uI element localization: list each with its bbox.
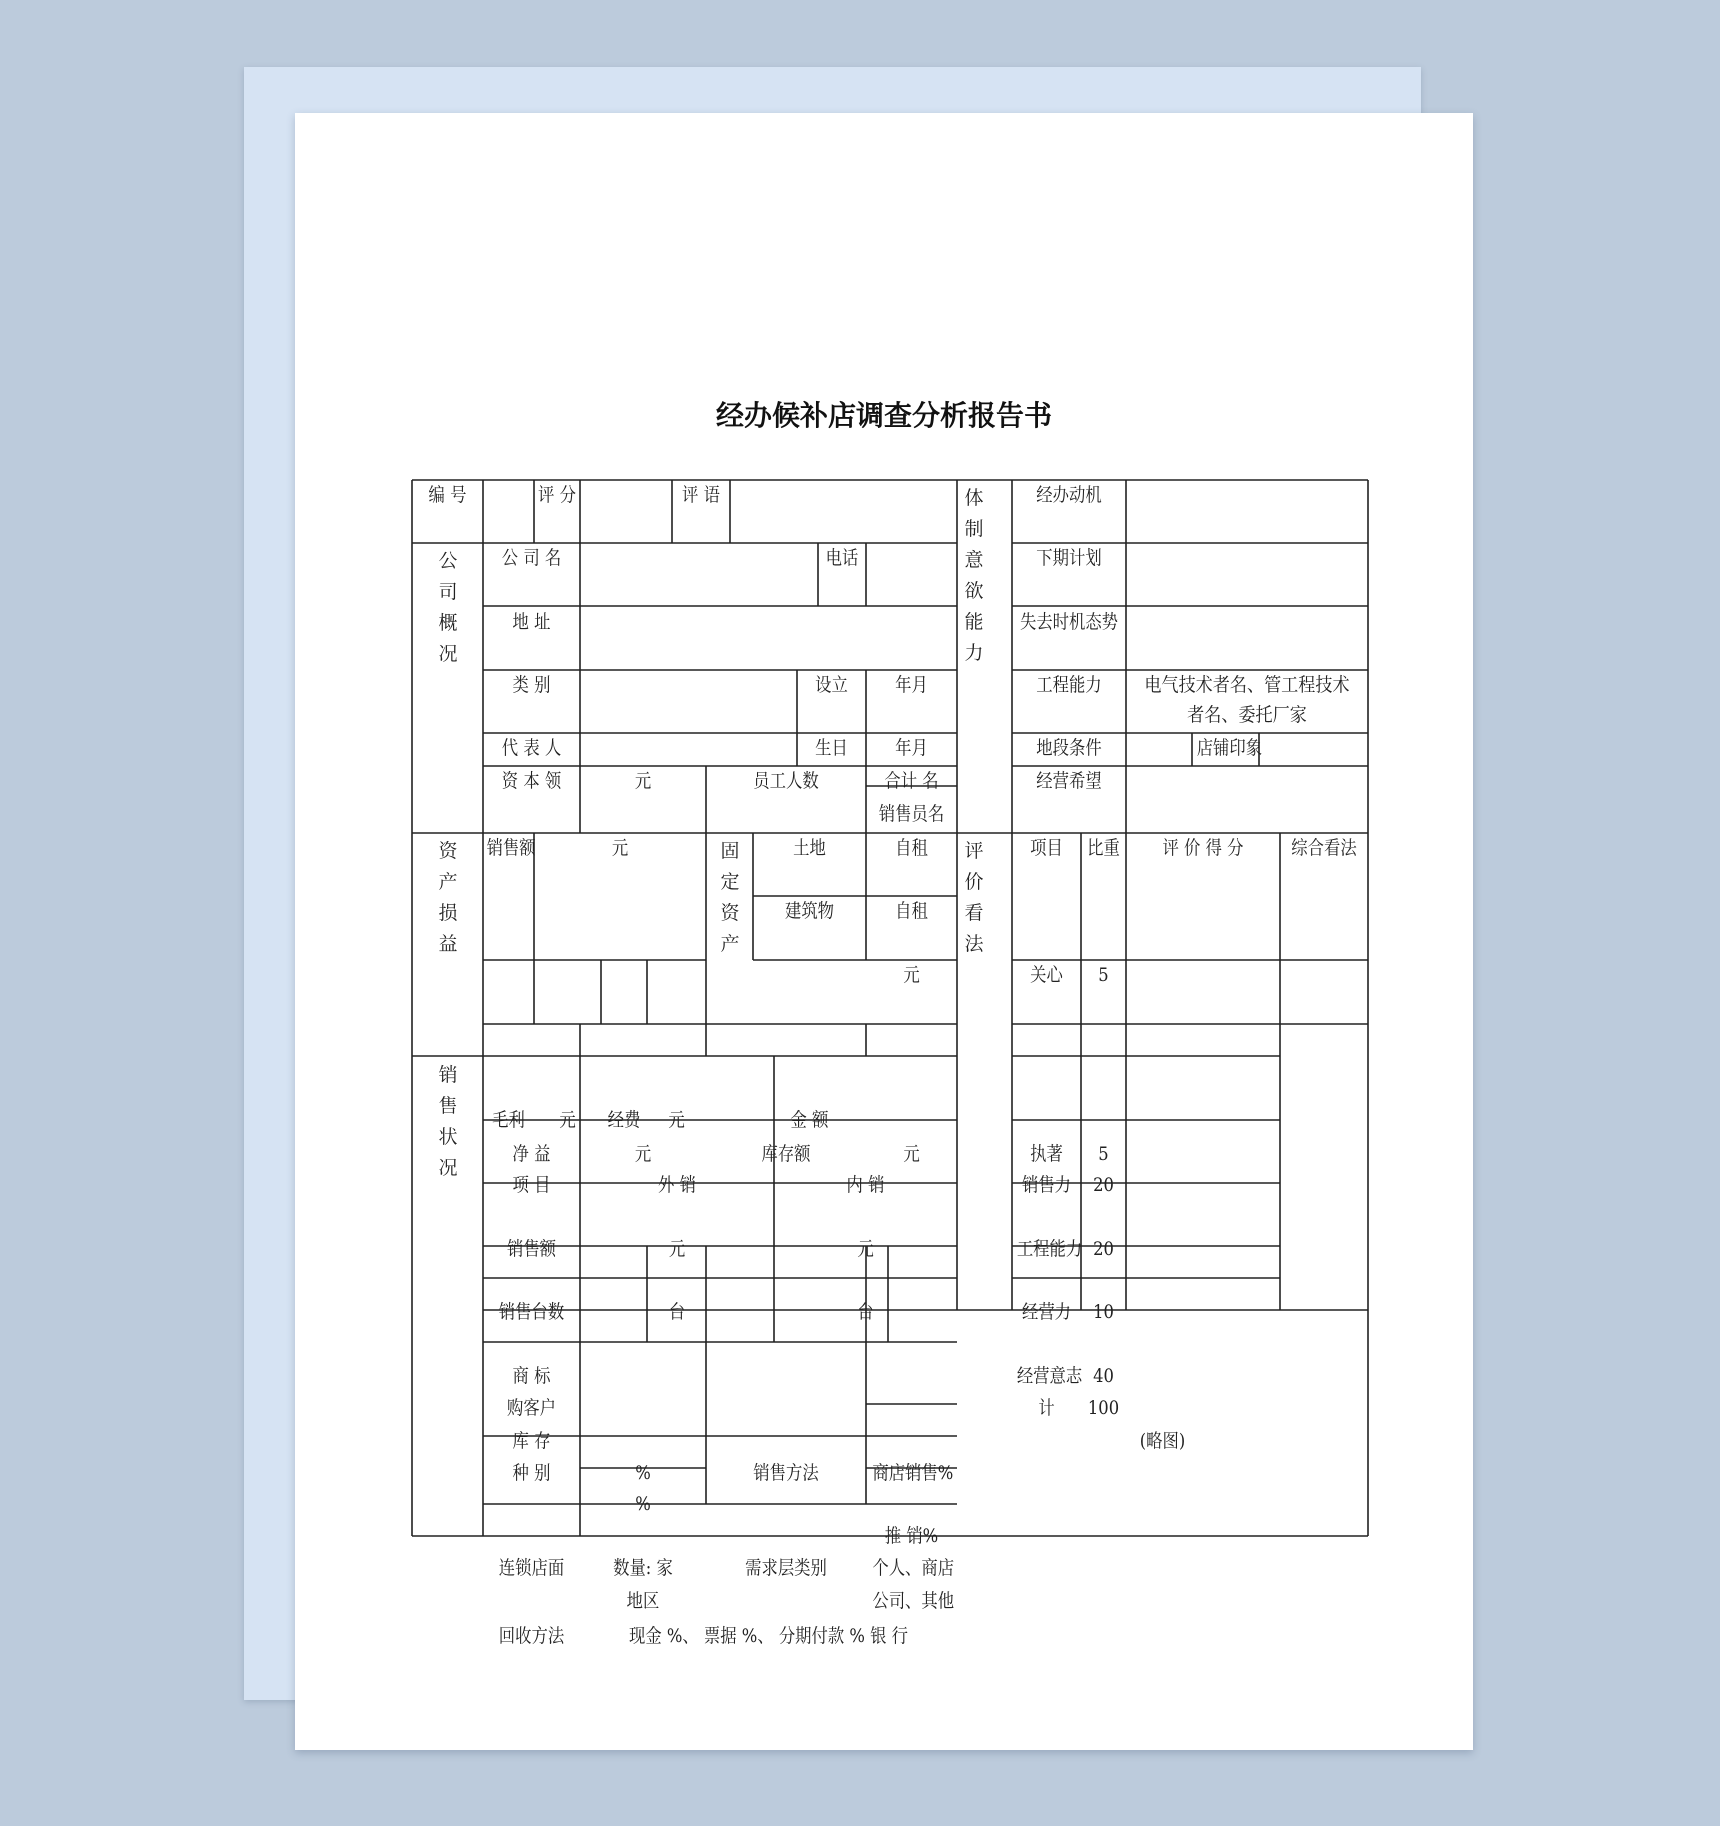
eval-row-name: 经营力 bbox=[1021, 1301, 1072, 1323]
staff-total-label: 合计 名 bbox=[884, 770, 939, 792]
demand-label: 需求层类别 bbox=[745, 1557, 827, 1579]
eval-row-name: 工程能力 bbox=[1016, 1238, 1083, 1260]
export-amount-unit: 元 bbox=[668, 1238, 686, 1260]
comment-label: 评 语 bbox=[682, 484, 720, 506]
eval-row-weight: 20 bbox=[1093, 1174, 1114, 1196]
evaluation-section-label: 评价看法 bbox=[964, 840, 984, 955]
eval-row-weight: 20 bbox=[1093, 1238, 1114, 1260]
eval-item-header: 项目 bbox=[1030, 837, 1063, 859]
motive-label: 经办动机 bbox=[1036, 484, 1102, 506]
net-unit: 元 bbox=[634, 1143, 652, 1165]
land-label: 土地 bbox=[793, 837, 826, 859]
stock-label: 库 存 bbox=[512, 1430, 551, 1452]
will-section-label: 体制意欲能力 bbox=[964, 487, 984, 664]
building-rent-label: 自租 bbox=[895, 900, 928, 922]
brand-label: 商 标 bbox=[512, 1365, 551, 1387]
inventory-unit: 元 bbox=[903, 1143, 920, 1165]
timing-label: 失去时机态势 bbox=[1019, 611, 1119, 633]
push-sales-label: 推 销% bbox=[884, 1525, 939, 1547]
sales-amount-row-label: 销售额 bbox=[506, 1238, 557, 1260]
eval-row-name: 执著 bbox=[1030, 1143, 1063, 1165]
kind-percent-1: % bbox=[635, 1462, 651, 1484]
phone-label: 电话 bbox=[825, 547, 859, 569]
birth-label: 生日 bbox=[815, 737, 848, 759]
engineering-label: 工程能力 bbox=[1036, 674, 1102, 696]
gross-unit: 元 bbox=[559, 1109, 576, 1131]
domestic-amount-unit: 元 bbox=[857, 1238, 874, 1260]
eval-weight-header: 比重 bbox=[1087, 837, 1120, 859]
document-title: 经办候补店调查分析报告书 bbox=[715, 399, 1052, 432]
inventory-label: 库存额 bbox=[761, 1143, 811, 1165]
hope-label: 经营希望 bbox=[1036, 770, 1102, 792]
units-row-label: 销售台数 bbox=[498, 1301, 565, 1323]
sketch-label: (略图) bbox=[1139, 1430, 1186, 1452]
engineering-value: 电气技术者名、管工程技术者名、委托厂家 bbox=[1144, 674, 1350, 726]
sales-section-label: 销售状况 bbox=[438, 1064, 458, 1179]
number-label: 编 号 bbox=[428, 484, 467, 506]
impression-label: 店铺印象 bbox=[1196, 737, 1263, 759]
region-label: 地区 bbox=[626, 1590, 660, 1612]
collection-value: 现金 %、 票据 %、 分期付款 % 银 行 bbox=[628, 1625, 909, 1647]
eval-row-weight: 100 bbox=[1087, 1397, 1120, 1419]
category-label: 类 别 bbox=[512, 674, 551, 696]
customers-label: 购客户 bbox=[506, 1397, 557, 1419]
year-month-label: 年月 bbox=[895, 674, 928, 696]
representative-label: 代 表 人 bbox=[501, 737, 562, 759]
sales-staff-label: 销售员名 bbox=[878, 803, 945, 825]
kind-label: 种 别 bbox=[512, 1462, 551, 1484]
next-plan-label: 下期计划 bbox=[1036, 547, 1102, 569]
front-page bbox=[295, 113, 1473, 1750]
land-rent-label: 自租 bbox=[895, 837, 928, 859]
location-label: 地段条件 bbox=[1036, 737, 1102, 759]
collection-label: 回收方法 bbox=[498, 1625, 565, 1647]
capital-unit: 元 bbox=[634, 770, 652, 792]
sales-item-header: 项 目 bbox=[512, 1174, 551, 1196]
capital-label: 资 本 领 bbox=[501, 770, 562, 792]
eval-score-header: 评 价 得 分 bbox=[1162, 837, 1244, 859]
expense-unit: 元 bbox=[668, 1109, 685, 1131]
eval-row-weight: 10 bbox=[1093, 1301, 1114, 1323]
kind-percent-2: % bbox=[635, 1493, 651, 1515]
assets-section-label: 资产损益 bbox=[438, 840, 458, 955]
store-sales-label: 商店销售% bbox=[872, 1462, 954, 1484]
eval-row-name: 关心 bbox=[1030, 964, 1063, 986]
gross-label: 毛利 bbox=[492, 1109, 525, 1131]
chain-count: 数量: 家 bbox=[613, 1557, 673, 1579]
chain-label: 连锁店面 bbox=[498, 1557, 565, 1579]
company-section-label: 公司概况 bbox=[438, 550, 458, 665]
sales-amount-unit: 元 bbox=[611, 837, 629, 859]
net-label: 净 益 bbox=[512, 1143, 551, 1165]
established-label: 设立 bbox=[815, 674, 848, 696]
eval-row-weight: 5 bbox=[1098, 964, 1109, 986]
personal-store-label: 个人、商店 bbox=[872, 1557, 955, 1579]
domestic-units-unit: 台 bbox=[857, 1301, 874, 1323]
company-name-label: 公 司 名 bbox=[501, 547, 562, 569]
domestic-header: 内 销 bbox=[846, 1174, 885, 1196]
company-other-label: 公司、其他 bbox=[872, 1590, 955, 1612]
staff-label: 员工人数 bbox=[753, 770, 819, 792]
expense-label: 经费 bbox=[607, 1109, 641, 1131]
amount-unit: 元 bbox=[903, 964, 920, 986]
birth-year-month-label: 年月 bbox=[895, 737, 928, 759]
building-label: 建筑物 bbox=[784, 900, 835, 922]
fixed-amount-label: 金 额 bbox=[790, 1109, 829, 1131]
eval-overall-header: 综合看法 bbox=[1291, 837, 1357, 859]
score-label: 评 分 bbox=[538, 484, 576, 506]
eval-row-weight: 40 bbox=[1093, 1365, 1114, 1387]
eval-row-name: 计 bbox=[1038, 1397, 1055, 1419]
sales-amount-label: 销售额 bbox=[486, 837, 536, 859]
eval-row-weight: 5 bbox=[1098, 1143, 1109, 1165]
fixed-assets-label: 固定资产 bbox=[720, 840, 740, 955]
export-units-unit: 台 bbox=[668, 1301, 686, 1323]
address-label: 地 址 bbox=[512, 611, 551, 633]
sales-method-label: 销售方法 bbox=[753, 1462, 819, 1484]
export-header: 外 销 bbox=[658, 1174, 696, 1196]
eval-row-name: 销售力 bbox=[1021, 1174, 1072, 1196]
eval-row-name: 经营意志 bbox=[1016, 1365, 1083, 1387]
